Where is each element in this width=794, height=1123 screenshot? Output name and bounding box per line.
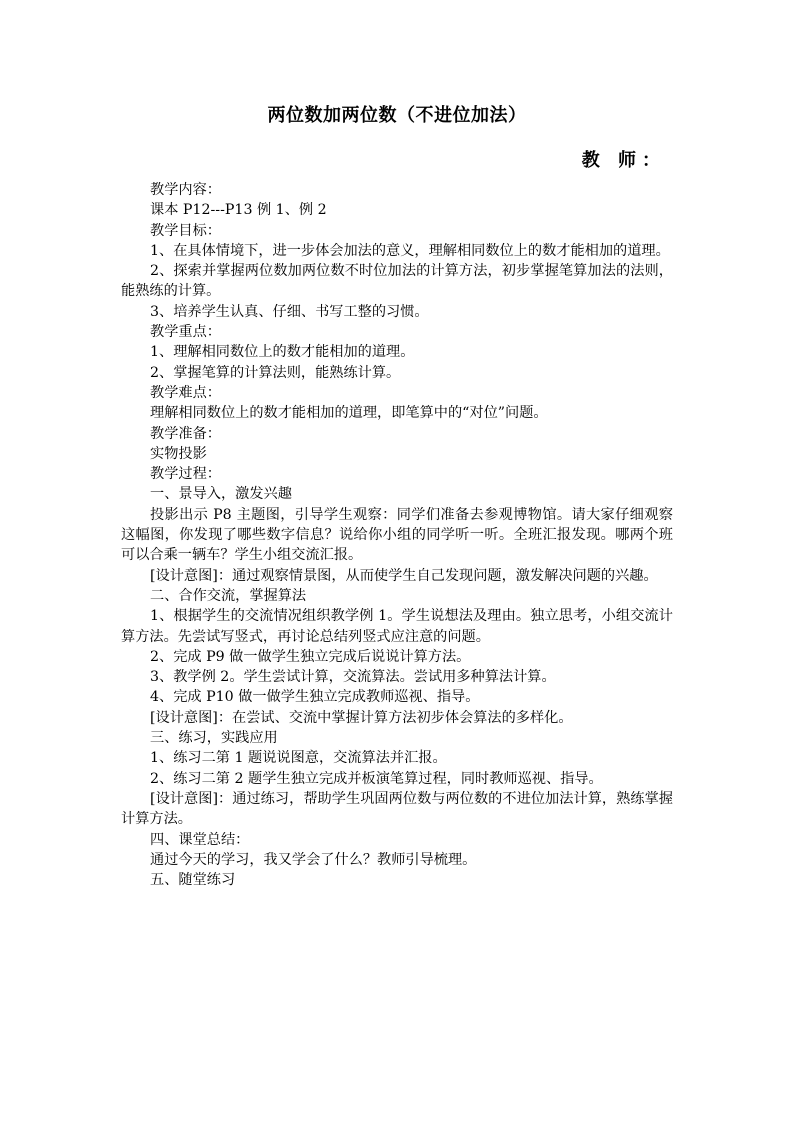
paragraph: 3、教学例 2。学生尝试计算，交流算法。尝试用多种算法计算。	[150, 669, 556, 686]
paragraph: 2、掌握笔算的计算法则，能熟练计算。	[150, 364, 401, 381]
paragraph: 课本 P12---P13 例 1、例 2	[150, 202, 327, 219]
paragraph: 4、完成 P10 做一做学生独立完成教师巡视、指导。	[150, 689, 480, 706]
paragraph: 2、练习二第 2 题学生独立完成并板演笔算过程，同时教师巡视、指导。	[150, 770, 603, 787]
paragraph: 理解相同数位上的数才能相加的道理，即笔算中的“对位”问题。	[150, 405, 548, 422]
document-title: 两位数加两位数（不进位加法）	[267, 105, 527, 126]
document-body	[121, 180, 673, 890]
section-heading-key-points: 教学重点：	[150, 324, 221, 341]
paragraph: 通过今天的学习，我又学会了什么？教师引导梳理。	[150, 851, 477, 868]
design-intent-note: [设计意图]：通过观察情景图，从而使学生自己发现问题，激发解决问题的兴趣。	[150, 567, 658, 584]
paragraph: 2、探索并掌握两位数加两位数不时位加法的计算方法，初步掌握笔算加法的法则，能熟练的计算。	[121, 263, 673, 300]
paragraph: 投影出示 P8 主题图，引导学生观察：同学们准备去参观博物馆。请大家仔细观察这幅图，你发现了哪些数字信息？说给你小组的同学听一听。全班汇报发现。哪两个班可以合乘一辆车？学生小组交流汇报。	[121, 506, 673, 564]
section-heading-process: 教学过程：	[150, 466, 221, 483]
paragraph: 2、完成 P9 做一做学生独立完成后说说计算方法。	[150, 648, 471, 665]
section-heading-objectives: 教学目标：	[150, 222, 221, 239]
subsection-heading: 五、随堂练习	[150, 872, 236, 889]
paragraph: 1、理解相同数位上的数才能相加的道理。	[150, 344, 415, 361]
paragraph: 实物投影	[150, 445, 207, 462]
teacher-label: 教 师：	[581, 150, 666, 171]
subsection-heading: 三、练习，实践应用	[150, 730, 278, 747]
subsection-heading: 一、景导入，激发兴趣	[150, 486, 292, 503]
paragraph: 1、练习二第 1 题说说图意，交流算法并汇报。	[150, 750, 447, 767]
paragraph: 1、根据学生的交流情况组织教学例 1。学生说想法及理由。独立思考，小组交流计算方法。先尝试写竖式，再讨论总结列竖式应注意的问题。	[121, 608, 673, 645]
subsection-heading: 四、课堂总结：	[150, 831, 250, 848]
paragraph: 1、在具体情境下，进一步体会加法的意义，理解相同数位上的数才能相加的道理。	[150, 242, 670, 259]
paragraph: 3、培养学生认真、仔细、书写工整的习惯。	[150, 303, 429, 320]
section-heading-preparation: 教学准备：	[150, 425, 221, 442]
design-intent-note: [设计意图]：在尝试、交流中掌握计算方法初步体会算法的多样化。	[150, 709, 573, 726]
subsection-heading: 二、合作交流，掌握算法	[150, 587, 307, 604]
design-intent-note: [设计意图]：通过练习，帮助学生巩固两位数与两位数的不进位加法计算，熟练掌握计算方法。	[121, 790, 673, 828]
section-heading-difficulties: 教学难点：	[150, 384, 221, 401]
section-heading-content: 教学内容：	[150, 182, 221, 198]
